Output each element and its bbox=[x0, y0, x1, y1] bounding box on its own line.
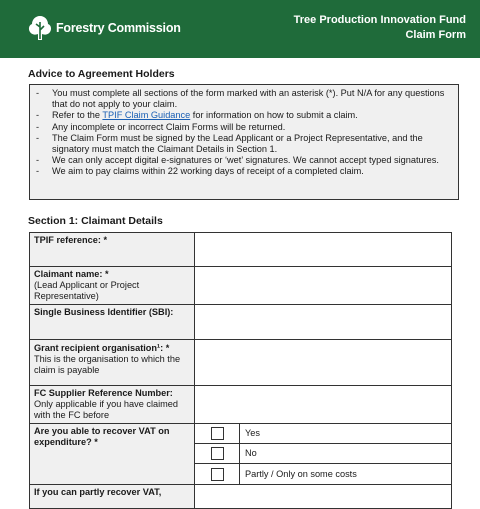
advice-item: - We can only accept digital e-signatures or ‘wet’ signatures. We cannot accept typed signatures. bbox=[36, 155, 439, 166]
table-row bbox=[30, 233, 452, 267]
vat-yes-checkbox[interactable] bbox=[211, 427, 224, 440]
vat-recovery-label: Are you able to recover VAT on expenditure? * bbox=[34, 426, 170, 447]
advice-item-text: We can only accept digital e-signatures or ‘wet’ signatures. We cannot accept typed signatures. bbox=[52, 155, 439, 166]
vat-yes-checkbox-cell bbox=[195, 424, 240, 444]
claimant-name-label: Claimant name: * bbox=[34, 269, 109, 279]
advice-item-text: Any incomplete or incorrect Claim Forms will be returned. bbox=[52, 121, 286, 132]
vat-yes-label: Yes bbox=[240, 424, 452, 444]
partly-recover-label: If you can partly recover VAT, bbox=[34, 487, 162, 497]
vat-no-label: No bbox=[240, 444, 452, 464]
table-row bbox=[30, 340, 452, 386]
tpif-reference-label-cell bbox=[30, 233, 195, 267]
vat-no-checkbox-cell bbox=[195, 444, 240, 464]
advice-item: - Refer to the TPIF Claim Guidance for information on how to submit a claim. bbox=[36, 110, 358, 121]
claimant-name-input[interactable] bbox=[195, 267, 452, 305]
claimant-name-label-cell bbox=[30, 267, 195, 305]
form-title-line-1: Tree Production Innovation Fund bbox=[293, 14, 466, 26]
form-title bbox=[294, 13, 466, 43]
tpif-reference-label: TPIF reference: * bbox=[34, 235, 108, 245]
forestry-commission-logo bbox=[28, 14, 181, 42]
partly-recover-label-cell bbox=[30, 485, 195, 509]
advice-item: - We aim to pay claims within 22 working days of receipt of a completed claim. bbox=[36, 166, 364, 177]
vat-partly-checkbox-cell bbox=[195, 464, 240, 485]
grant-recipient-input[interactable] bbox=[195, 340, 452, 386]
advice-box bbox=[29, 84, 459, 200]
advice-item-text: We aim to pay claims within 22 working days of receipt of a completed claim. bbox=[52, 166, 364, 177]
supplier-reference-input[interactable] bbox=[195, 386, 452, 424]
vat-recovery-label-cell bbox=[30, 424, 195, 485]
advice-item-text: The Claim Form must be signed by the Lead Applicant or a Project Representative, and the signatory must match the Claimant Details in Section 1. bbox=[52, 132, 423, 155]
advice-list bbox=[36, 88, 452, 178]
partly-recover-input[interactable] bbox=[195, 485, 452, 509]
table-row bbox=[30, 386, 452, 424]
advice-item: - The Claim Form must be signed by the Lead Applicant or a Project Representative, and the signatory must match the Claimant Details in Section 1. bbox=[36, 132, 423, 155]
sbi-input[interactable] bbox=[195, 305, 452, 340]
sbi-label-cell bbox=[30, 305, 195, 340]
advice-item-suffix: for information on how to submit a claim. bbox=[190, 110, 358, 121]
claimant-name-hint: (Lead Applicant or Project Representative) bbox=[34, 280, 140, 301]
vat-no-checkbox[interactable] bbox=[211, 447, 224, 460]
tree-logo-icon bbox=[28, 14, 52, 42]
table-row bbox=[30, 485, 452, 509]
supplier-reference-label-cell bbox=[30, 386, 195, 424]
tpif-claim-guidance-link[interactable]: TPIF Claim Guidance bbox=[102, 110, 191, 121]
claimant-details-table bbox=[29, 232, 452, 509]
supplier-reference-label: FC Supplier Reference Number: bbox=[34, 388, 173, 398]
sbi-label: Single Business Identifier (SBI): bbox=[34, 307, 174, 317]
form-title-line-2: Claim Form bbox=[405, 29, 466, 41]
table-row bbox=[30, 424, 452, 444]
vat-partly-label: Partly / Only on some costs bbox=[240, 464, 452, 485]
advice-heading: Advice to Agreement Holders bbox=[28, 68, 175, 80]
table-row bbox=[30, 267, 452, 305]
grant-recipient-label: Grant recipient organisation¹: * bbox=[34, 343, 170, 353]
brand-name: Forestry Commission bbox=[56, 21, 181, 35]
tpif-reference-input[interactable] bbox=[195, 233, 452, 267]
vat-partly-checkbox[interactable] bbox=[211, 468, 224, 481]
advice-item-prefix: Refer to the bbox=[52, 110, 103, 121]
header-banner bbox=[0, 0, 480, 58]
advice-item: - You must complete all sections of the form marked with an asterisk (*). Put N/A for any questions that do not apply to your claim. bbox=[36, 88, 445, 110]
grant-recipient-label-cell bbox=[30, 340, 195, 386]
advice-item-text: You must complete all sections of the form marked with an asterisk (*). Put N/A for any questions that do not apply to your claim. bbox=[52, 88, 445, 110]
grant-recipient-hint: This is the organisation to which the claim is payable bbox=[34, 354, 181, 375]
supplier-reference-hint: Only applicable if you have claimed with the FC before bbox=[34, 399, 179, 420]
section-1-heading: Section 1: Claimant Details bbox=[28, 215, 163, 227]
advice-item: - Any incomplete or incorrect Claim Forms will be returned. bbox=[36, 121, 286, 132]
table-row bbox=[30, 305, 452, 340]
